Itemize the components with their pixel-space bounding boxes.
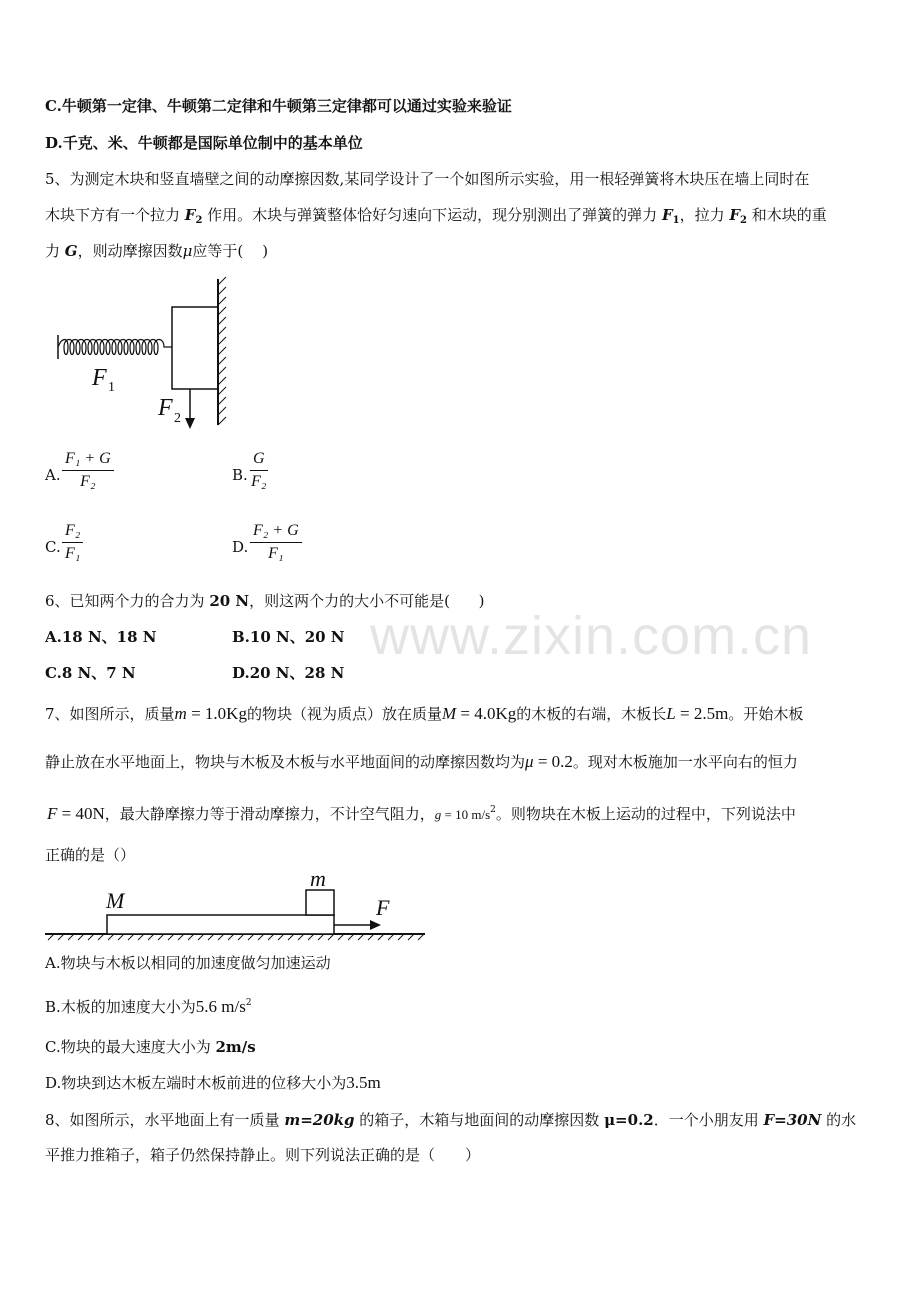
label-F: F bbox=[376, 895, 390, 920]
small-block-shape bbox=[306, 890, 334, 915]
q7-option-b: B.木板的加速度大小为5.6 $m/s^2$ bbox=[45, 997, 252, 1016]
q7-stem-line4: 正确的是（） bbox=[45, 846, 136, 864]
q5-option-d-label: D. bbox=[232, 538, 249, 556]
q6-stem: 6、已知两个力的合力为 20 N，则这两个力的大小不可能是( ) bbox=[45, 592, 485, 610]
q6-option-a: A.18 N、18 N bbox=[45, 628, 157, 646]
q5-option-c-fraction: $\frac{\text{F₂}}{\text{F₁}}$ bbox=[62, 522, 83, 563]
q5-option-a-label: A. bbox=[45, 466, 61, 484]
q5-stem-line2: 木块下方有一个拉力 $F_2$ 作用。木块与弹簧整体恰好匀速向下运动，现分别测出了弹簧的弹力 $F_1$，拉力 $F_2$ 和木块的重 bbox=[45, 206, 827, 226]
q5-stem-line3: 力 G，则动摩擦因数μ应等于( ) bbox=[45, 242, 269, 260]
q5-option-d-fraction: $\frac{\text{F₂ + G}}{\text{F₁}}$ bbox=[250, 522, 302, 563]
arrow-down-icon bbox=[185, 418, 195, 429]
arrow-right-icon bbox=[370, 920, 381, 930]
q8-stem-line1: 8、如图所示，水平地面上有一质量 m=20kg 的箱子，木箱与地面间的动摩擦因数 μ=0.2．一个小朋友用 F=30N 的水 bbox=[45, 1111, 857, 1129]
q7-option-d: D.物块到达木板左端时木板前进的位移大小为3.5m bbox=[45, 1073, 381, 1092]
q6-option-b: B.10 N、20 N bbox=[232, 628, 345, 646]
plank-shape bbox=[107, 915, 334, 934]
q6-option-c: C.8 N、7 N bbox=[45, 664, 136, 682]
q7-option-c: C.物块的最大速度大小为 2m/s bbox=[45, 1038, 256, 1056]
q8-stem-line2: 平推力推箱子，箱子仍然保持静止。则下列说法正确的是（ ） bbox=[45, 1146, 481, 1164]
q7-plank-block-figure bbox=[40, 868, 440, 948]
q7-stem-line1: 7、如图所示，质量m = 1.0Kg的物块（视为质点）放在质量M = 4.0Kg的木板的右端，木板长L = 2.5m。开始木板 bbox=[45, 704, 804, 723]
q4-option-d: D.千克、米、牛顿都是国际单位制中的基本单位 bbox=[45, 134, 363, 152]
q5-option-c-label: C. bbox=[45, 538, 61, 556]
q4-option-c: C.牛顿第一定律、牛顿第二定律和牛顿第三定律都可以通过实验来验证 bbox=[45, 97, 512, 115]
label-F1-sub: 1 bbox=[108, 380, 115, 395]
q5-option-a-fraction: $\frac{\text{F₁ + G}}{\text{F₂}}$ bbox=[62, 450, 114, 491]
spring-icon bbox=[58, 340, 172, 355]
label-m: m bbox=[310, 868, 326, 891]
q7-stem-line2: 静止放在水平地面上，物块与木板及木板与水平地面间的动摩擦因数均为μ = 0.2。现对木板施加一水平向右的恒力 bbox=[45, 752, 798, 771]
block-shape bbox=[172, 307, 218, 389]
q6-option-d: D.20 N、28 N bbox=[232, 664, 345, 682]
q5-option-b-fraction: $\frac{G}{\text{F₂}}$ bbox=[251, 450, 267, 490]
watermark: www.zixin.com.cn bbox=[370, 606, 813, 666]
q7-stem-line3: F = 40N，最大静摩擦力等于滑动摩擦力，不计空气阻力，g = 10 $m/s^2$。则物块在木板上运动的过程中，下列说法中 bbox=[47, 804, 796, 823]
q5-option-b-label: B. bbox=[232, 466, 248, 484]
q7-option-a: A.物块与木板以相同的加速度做匀加速运动 bbox=[45, 954, 331, 972]
label-F2-sub: 2 bbox=[174, 411, 181, 426]
label-M: M bbox=[106, 888, 125, 913]
q5-spring-block-figure bbox=[50, 275, 290, 435]
label-F2: F bbox=[158, 395, 173, 421]
label-F1: F bbox=[92, 365, 107, 391]
q5-stem-line1: 5、为测定木块和竖直墙壁之间的动摩擦因数,某同学设计了一个如图所示实验，用一根轻弹簧将木块压在墙上同时在 bbox=[45, 170, 810, 188]
